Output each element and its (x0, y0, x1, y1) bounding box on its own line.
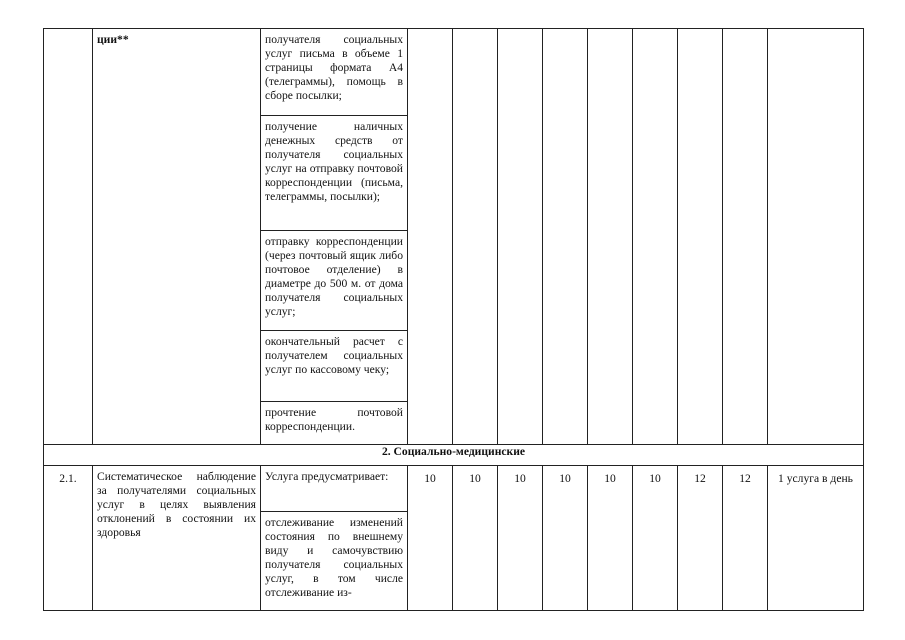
description-cell (261, 402, 408, 445)
note-cell (768, 29, 864, 445)
value-cell (588, 29, 633, 445)
value-cell (633, 29, 678, 445)
services-table (43, 28, 864, 611)
description-text: отправку корреспонденции (через почтовый ящик либо почтовое отделение) в диаметре до 500 м. от дома получателя социальных услуг; (265, 235, 403, 318)
value-cell (543, 29, 588, 445)
description-text: получателя социальных услуг письма в объеме 1 страницы формата А4 (телеграммы), помощь в сборе посылки; (265, 33, 403, 102)
value-cell (678, 29, 723, 445)
service-name-text: Систематическое наблюдение за получателями социальных услуг в целях выявления отклонений в состоянии их здоровья (97, 470, 256, 539)
section-header-row (44, 445, 864, 466)
service-name-cell (93, 29, 261, 445)
row-number-cell (44, 29, 93, 445)
description-text: Услуга предусматривает: (265, 470, 389, 483)
row-number: 2.1. (44, 466, 93, 611)
description-cell (261, 466, 408, 512)
value-cell: 10 (408, 466, 453, 611)
value-cell (408, 29, 453, 445)
description-text: получение наличных денежных средств от получателя социальных услуг на отправку почтовой корреспонденции (письма, телеграммы, посылки); (265, 120, 403, 203)
description-cell (261, 116, 408, 231)
description-text: прочтение почтовой корреспонденции. (265, 406, 403, 433)
table-row (44, 466, 864, 512)
value-cell: 10 (588, 466, 633, 611)
value-cell (723, 29, 768, 445)
description-text: окончательный расчет с получателем социальных услуг по кассовому чеку; (265, 335, 403, 376)
value-cell: 10 (498, 466, 543, 611)
note-cell: 1 услуга в день (768, 466, 864, 611)
value-cell: 10 (633, 466, 678, 611)
table-row (44, 29, 864, 116)
value-cell: 10 (543, 466, 588, 611)
value-cell: 12 (723, 466, 768, 611)
value-cell (498, 29, 543, 445)
value-cell: 10 (453, 466, 498, 611)
description-text: отслеживание изменений состояния по внешнему виду и самочувствию получателя социальных услуг, в том числе отслеживание из- (265, 516, 403, 599)
description-cell (261, 331, 408, 402)
service-name-fragment: ции** (97, 33, 129, 46)
description-cell (261, 29, 408, 116)
description-cell (261, 512, 408, 611)
service-name (93, 466, 261, 611)
section-title: 2. Социально-медицинские (44, 445, 864, 466)
value-cell: 12 (678, 466, 723, 611)
description-cell (261, 231, 408, 331)
value-cell (453, 29, 498, 445)
